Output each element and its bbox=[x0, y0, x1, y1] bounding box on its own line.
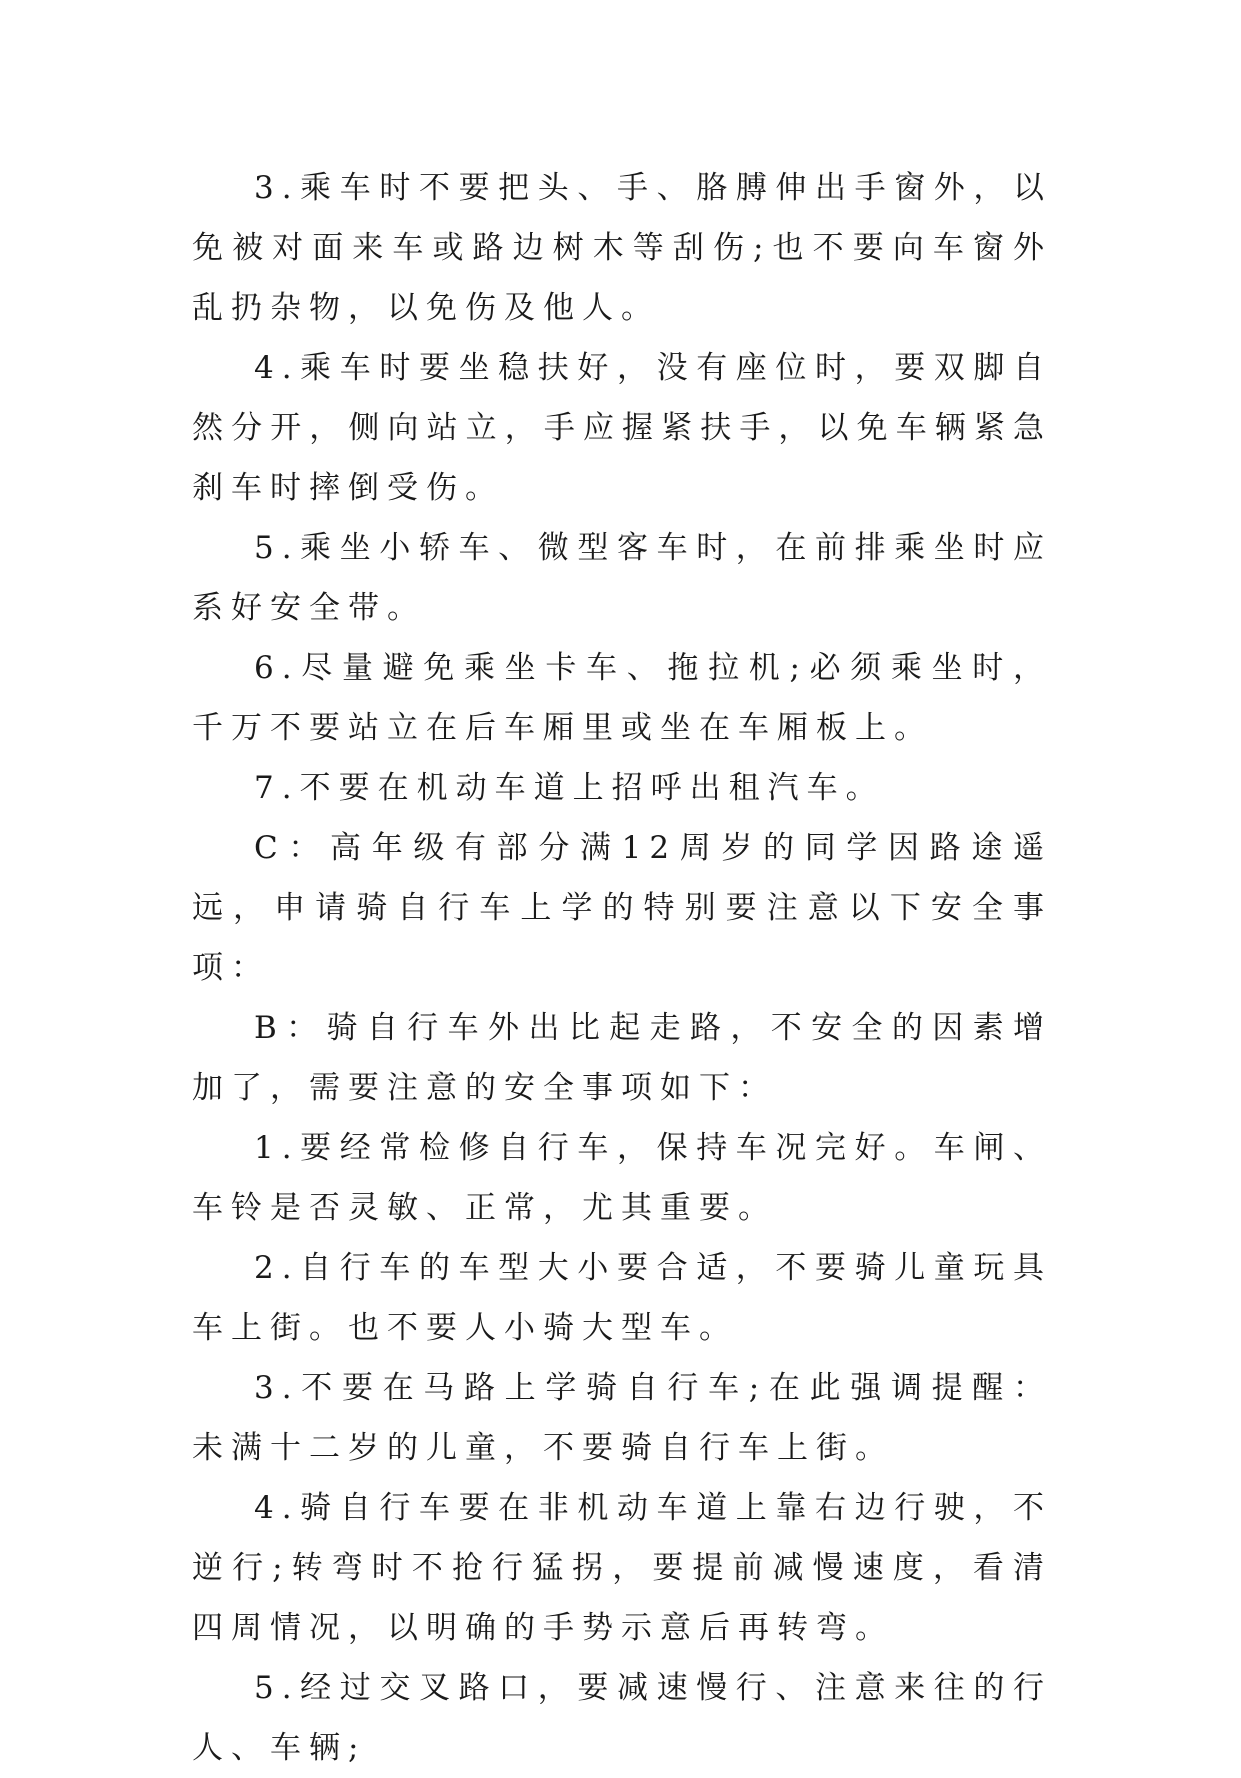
paragraph-3: 5.乘坐小轿车、微型客车时，在前排乘坐时应系好安全带。 bbox=[192, 530, 1052, 626]
paragraph-6: C：高年级有部分满12周岁的同学因路途遥远，申请骑自行车上学的特别要注意以下安全事项： bbox=[192, 830, 1052, 986]
paragraph-9: 2.自行车的车型大小要合适，不要骑儿童玩具车上街。也不要人小骑大型车。 bbox=[192, 1250, 1052, 1346]
paragraph-2: 4.乘车时要坐稳扶好，没有座位时，要双脚自然分开，侧向站立，手应握紧扶手，以免车辆紧急刹车时摔倒受伤。 bbox=[192, 350, 1052, 506]
paragraph-12: 5.经过交叉路口，要减速慢行、注意来往的行人、车辆; bbox=[192, 1670, 1052, 1766]
paragraph-10: 3.不要在马路上学骑自行车;在此强调提醒：未满十二岁的儿童，不要骑自行车上街。 bbox=[192, 1370, 1052, 1466]
document-body bbox=[192, 158, 1052, 1778]
paragraph-5: 7.不要在机动车道上招呼出租汽车。 bbox=[254, 770, 885, 806]
paragraph-1: 3.乘车时不要把头、手、胳膊伸出手窗外，以免被对面来车或路边树木等刮伤;也不要向车窗外乱扔杂物，以免伤及他人。 bbox=[192, 170, 1052, 326]
paragraph-7: B：骑自行车外出比起走路，不安全的因素增加了，需要注意的安全事项如下： bbox=[192, 1010, 1052, 1106]
paragraph-8: 1.要经常检修自行车，保持车况完好。车闸、车铃是否灵敏、正常，尤其重要。 bbox=[192, 1130, 1052, 1226]
paragraph-4: 6.尽量避免乘坐卡车、拖拉机;必须乘坐时，千万不要站立在后车厢里或坐在车厢板上。 bbox=[192, 650, 1052, 746]
paragraph-11: 4.骑自行车要在非机动车道上靠右边行驶，不逆行;转弯时不抢行猛拐，要提前减慢速度，看清四周情况，以明确的手势示意后再转弯。 bbox=[192, 1490, 1052, 1646]
